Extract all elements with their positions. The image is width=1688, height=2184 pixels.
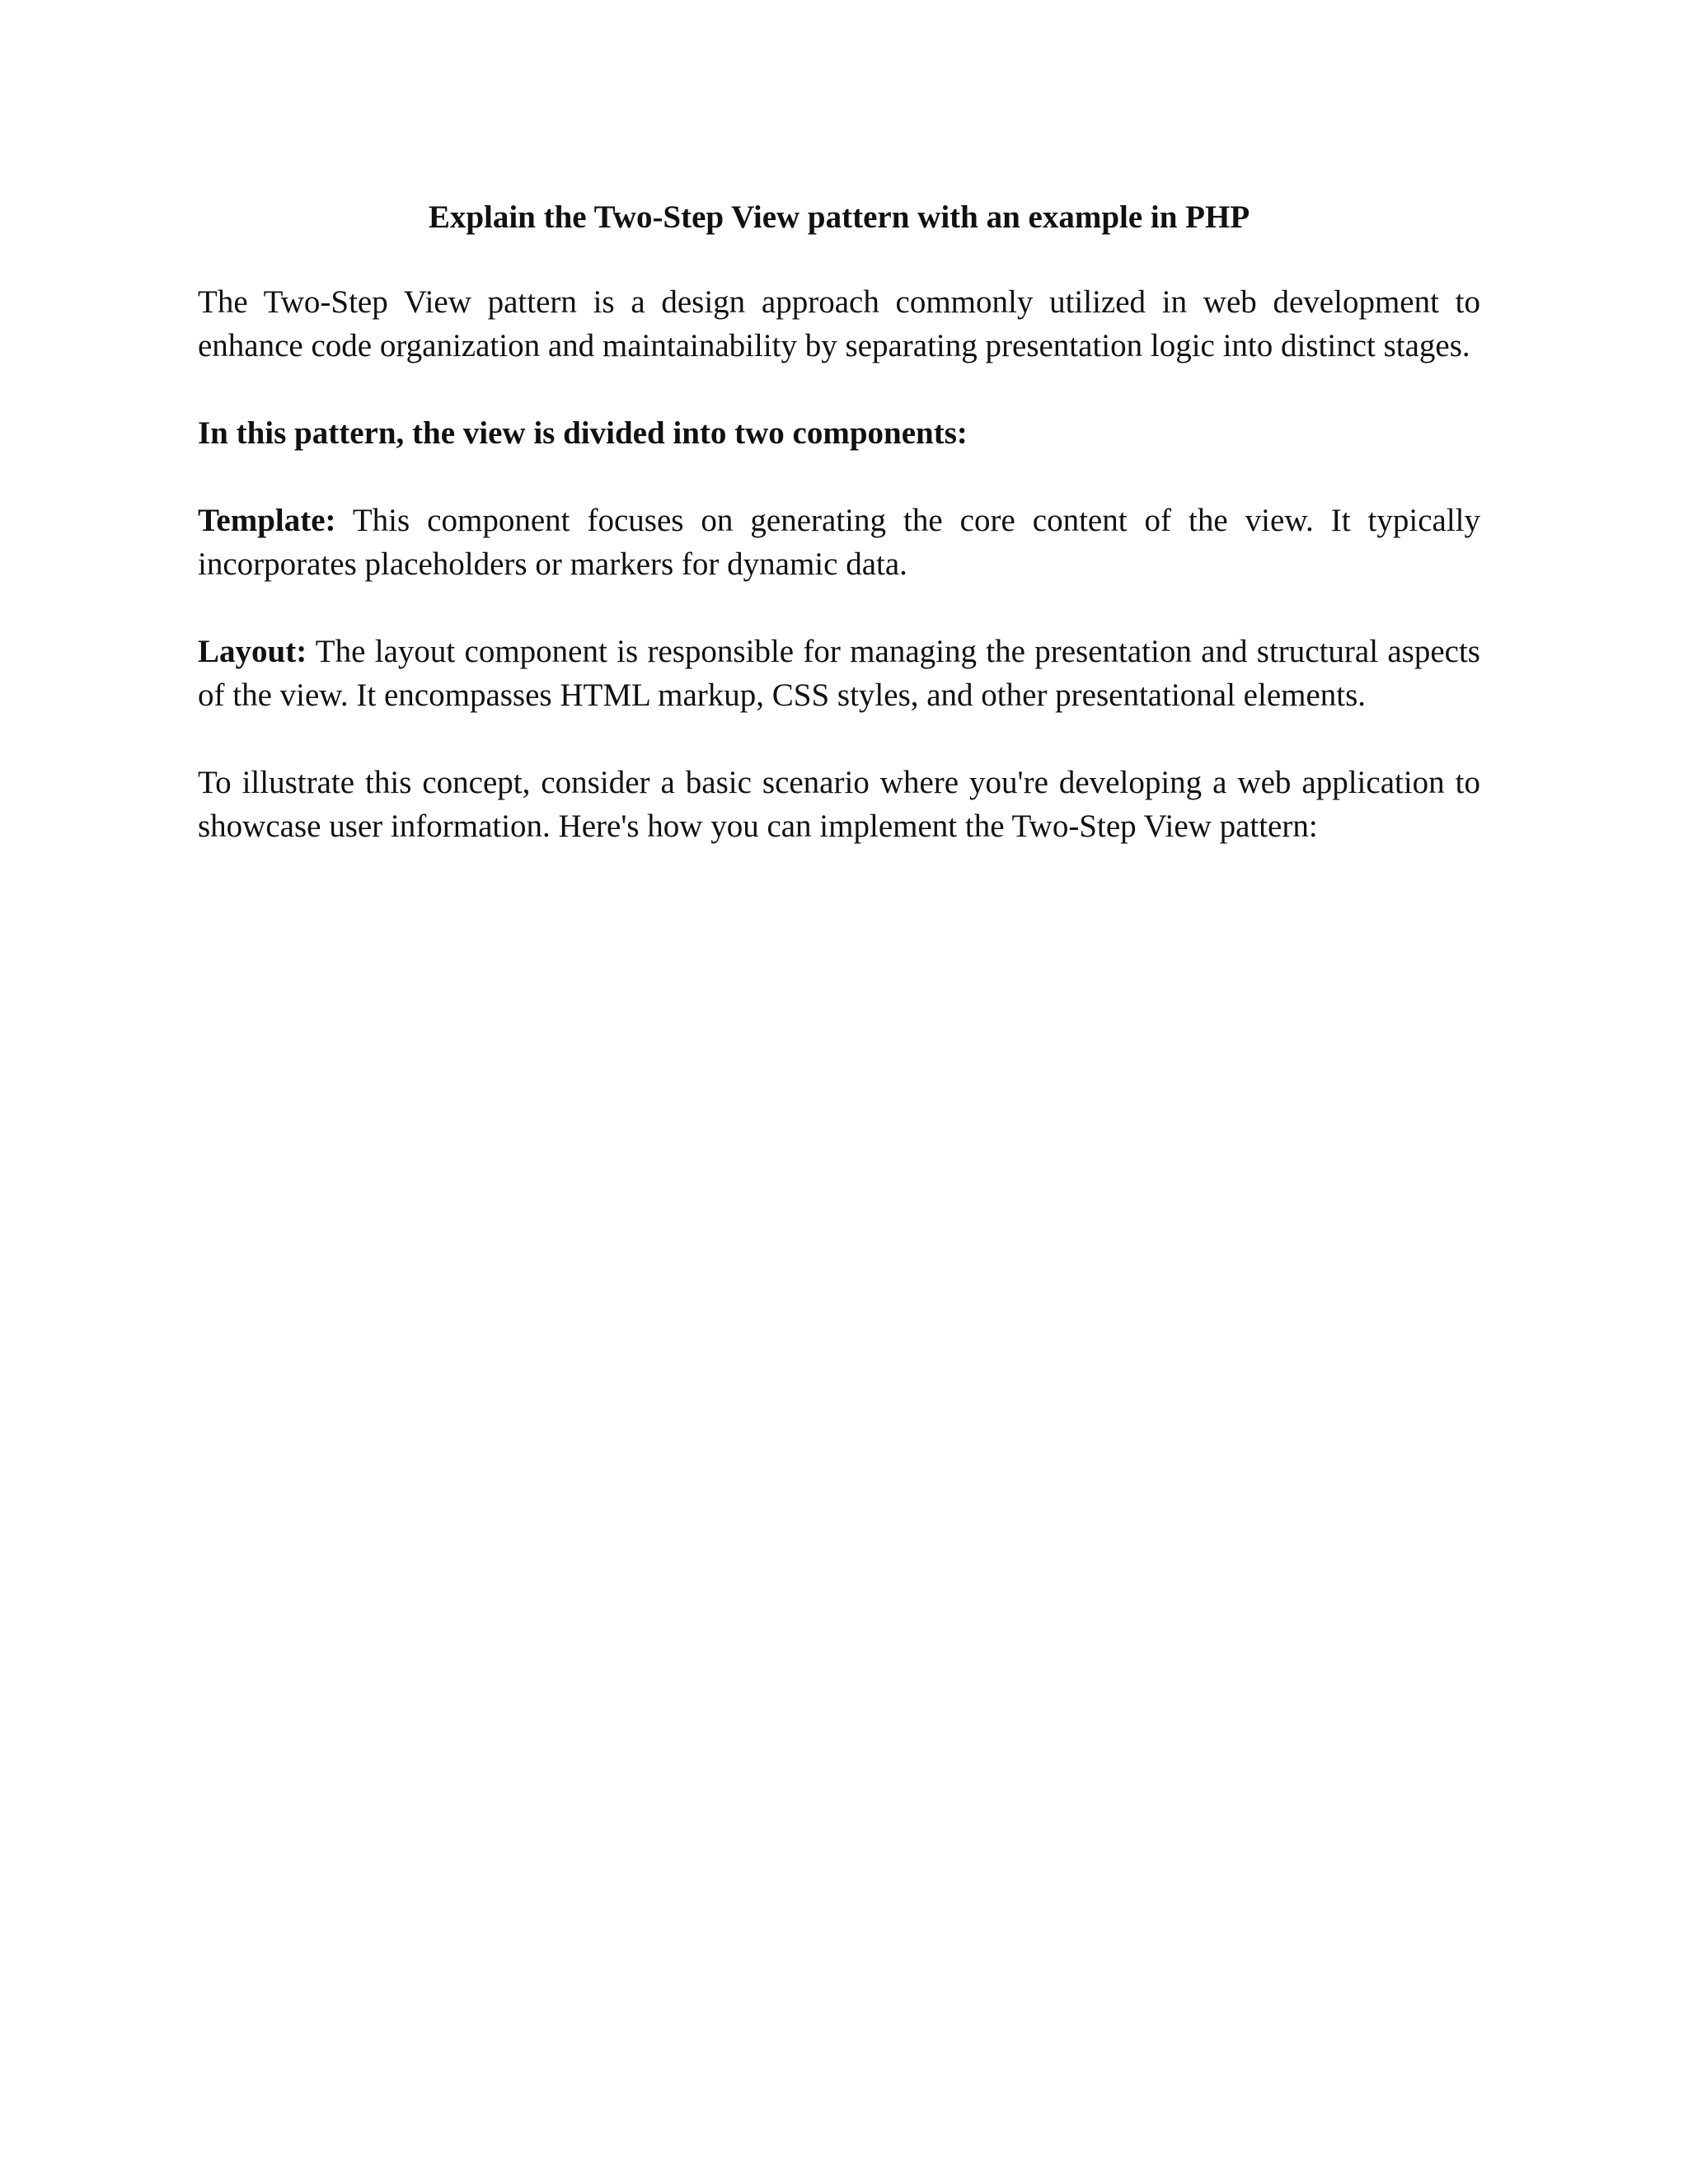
spacer bbox=[198, 368, 1480, 411]
layout-paragraph bbox=[198, 630, 1480, 717]
layout-text: The layout component is responsible for managing the presentation and structural aspects of the view. It encompasses HTML markup, CSS styles, and other presentational elements. bbox=[198, 634, 1480, 713]
template-text: This component focuses on generating the core content of the view. It typically incorporates placeholders or markers for dynamic data. bbox=[198, 503, 1480, 582]
spacer bbox=[198, 455, 1480, 499]
components-heading: In this pattern, the view is divided into two components: bbox=[198, 415, 968, 451]
template-label: Template: bbox=[198, 503, 336, 538]
layout-label: Layout: bbox=[198, 634, 307, 669]
document-content bbox=[198, 191, 1480, 848]
spacer bbox=[198, 717, 1480, 761]
spacer bbox=[198, 244, 1480, 280]
illustration-paragraph: To illustrate this concept, consider a basic scenario where you're developing a web application to showcase user information. Here's how you can implement the Two-Step View pattern: bbox=[198, 765, 1480, 844]
intro-paragraph: The Two-Step View pattern is a design approach commonly utilized in web development to enhance code organization and maintainability by separating presentation logic into distinct stages. bbox=[198, 284, 1480, 363]
spacer bbox=[198, 586, 1480, 630]
document-title: Explain the Two-Step View pattern with an example in PHP bbox=[428, 199, 1250, 235]
template-paragraph bbox=[198, 499, 1480, 586]
